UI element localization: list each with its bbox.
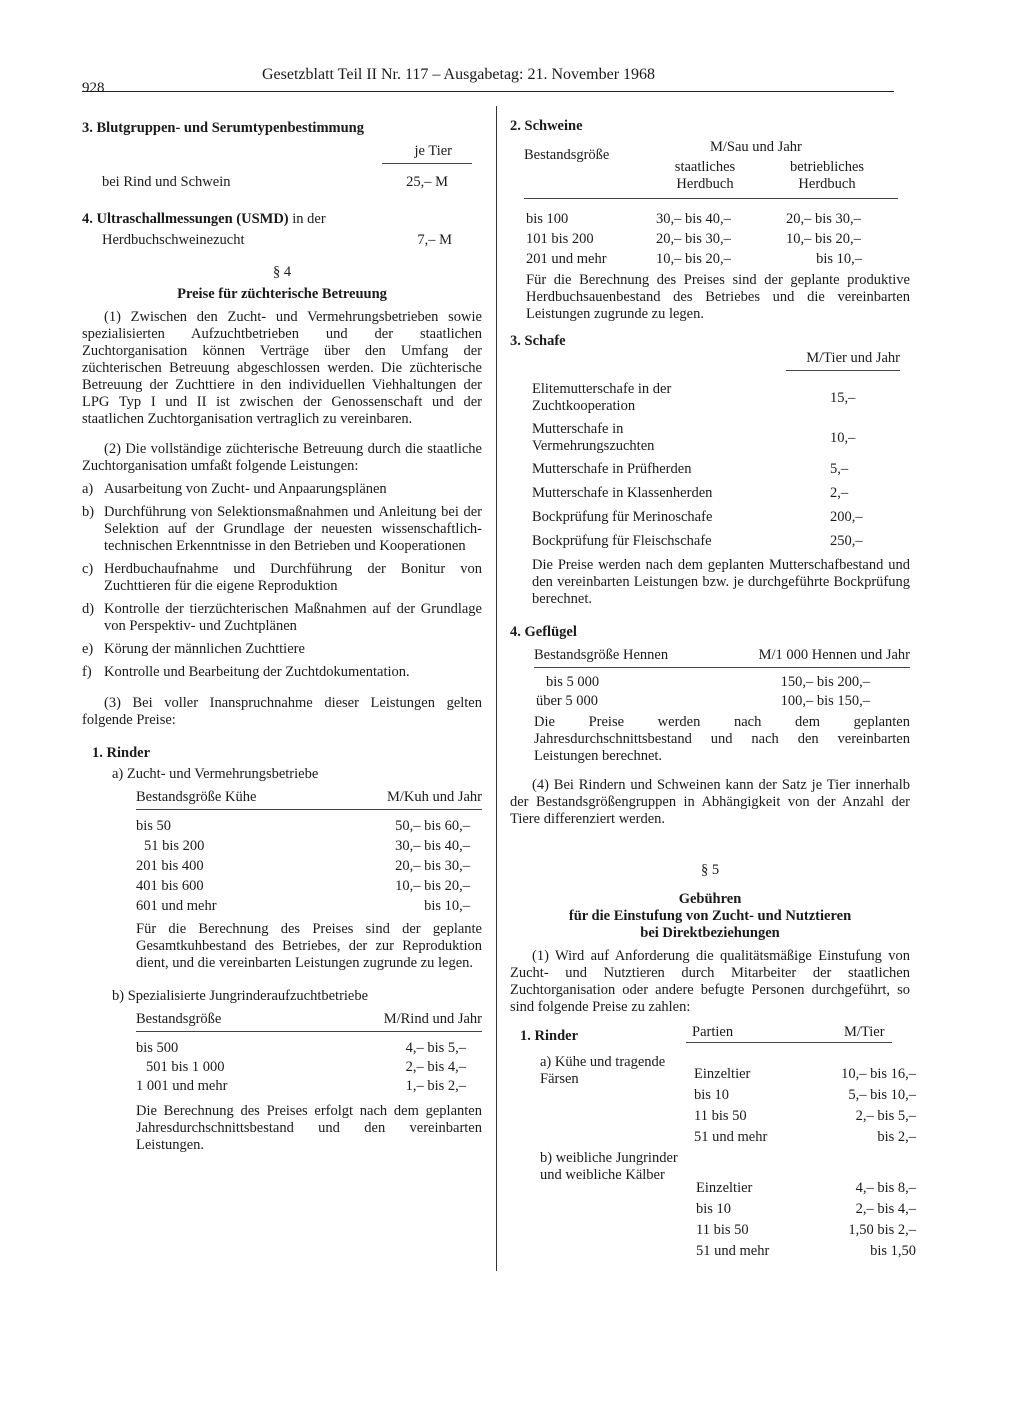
cell: bis 1,50	[870, 1243, 916, 1259]
cell: bis 10	[696, 1201, 732, 1217]
gefluegel-table	[510, 647, 910, 765]
cell: 30,– bis 40,–	[656, 211, 731, 227]
right-column	[510, 118, 916, 1284]
col-header: Partien	[692, 1024, 734, 1040]
cell: 51 bis 200	[144, 838, 205, 854]
rinder-fee-table	[510, 1024, 916, 1284]
cell: 501 bis 1 000	[146, 1059, 225, 1075]
cell: bis 10,–	[816, 251, 862, 267]
col-group-header: M/Sau und Jahr	[710, 139, 802, 155]
section-3-row	[82, 174, 482, 191]
table-body	[136, 818, 482, 915]
paragraph-4-title: Preise für züchterische Betreuung	[177, 286, 387, 302]
table-row	[534, 693, 910, 710]
page-number: 928	[82, 80, 105, 96]
table-row	[136, 1078, 482, 1095]
cell: 201 bis 400	[136, 858, 204, 874]
cell: 201 und mehr	[526, 251, 607, 267]
cell: 10,– bis 16,–	[841, 1066, 916, 1082]
table-body	[136, 1040, 482, 1095]
item-text: Durchführung von Selektionsmaßnahmen und Anleitung bei der Selektion auf der Grundlage der neuesten wissenschaftlich-technischen Erkenntnisse in den Betrieben und Kooperationen	[104, 504, 482, 554]
table-row	[534, 674, 910, 691]
section-3-unit: je Tier	[414, 143, 452, 159]
col-header: Bestandsgröße	[136, 1011, 222, 1027]
item-label: f)	[82, 664, 92, 680]
cell: bis 500	[136, 1040, 179, 1056]
item-label: d)	[82, 601, 95, 617]
list-item	[82, 561, 482, 595]
table-row	[696, 1222, 916, 1239]
cell: bis 5 000	[546, 674, 600, 690]
paragraph-4: (4) Bei Rindern und Schweinen kann der Satz je Tier innerhalb der Bestandsgrößengruppen in Abhängigkeit von der Anzahl der Tiere differenziert werden.	[510, 777, 910, 827]
cell: 1,– bis 2,–	[405, 1078, 466, 1094]
table-row	[136, 858, 482, 875]
col-header: Bestandsgröße	[524, 147, 610, 163]
schweine-table-body	[510, 211, 910, 268]
col-header: M/1 000 Hennen und Jahr	[758, 647, 910, 663]
cell: Mutterschafe in Prüfherden	[532, 461, 692, 477]
cell: 150,– bis 200,–	[780, 674, 870, 690]
page-header: Gesetzblatt Teil II Nr. 117 – Ausgabetag: 21. November 1968	[262, 66, 656, 83]
col-header: M/Tier	[844, 1024, 885, 1040]
paragraph-2: (2) Die vollständige züchterische Betreuung durch die staatliche Zuchtorganisation umfaßt folgende Leistungen:	[82, 441, 482, 474]
cell: 601 und mehr	[136, 898, 217, 914]
rinder-fee-title: 1. Rinder	[520, 1028, 578, 1044]
paragraph-5-1: (1) Wird auf Anforderung die qualitätsmäßige Einstufung von Zucht- und Nutztieren durch Mitarbeiter der staatlichen Zuchtorganisation oder andere befugte Personen durchgeführt, so sind folgende Preise zu zahlen:	[510, 948, 910, 1015]
item-text: Kontrolle der tierzüchterischen Maßnahmen auf der Grundlage von Perspektiv- und Zuchtplänen	[104, 601, 482, 634]
item-text: Kontrolle und Bearbeitung der Zuchtdokumentation.	[104, 664, 410, 680]
cell: bis 2,–	[877, 1129, 916, 1145]
table-header	[136, 789, 482, 806]
cell: 2,–	[830, 485, 849, 501]
cell: 4,– bis 5,–	[405, 1040, 466, 1056]
row-value: 7,– M	[417, 232, 452, 248]
paragraph-5-title-2: für die Einstufung von Zucht- und Nutztieren	[568, 908, 852, 924]
row-value: 25,– M	[406, 174, 448, 190]
col-header: Bestandsgröße Kühe	[136, 789, 257, 805]
rule	[524, 198, 898, 199]
cell: 4,– bis 8,–	[855, 1180, 916, 1196]
cell: Mutterschafe in Klassenherden	[532, 485, 713, 501]
services-list	[82, 481, 482, 681]
list-item	[82, 664, 482, 681]
cell: bis 100	[526, 211, 569, 227]
table-row	[532, 461, 910, 478]
group-b-rows	[696, 1180, 916, 1264]
paragraph-5-title-3: bei Direktbeziehungen	[640, 925, 780, 941]
cell: 10,– bis 20,–	[786, 231, 861, 247]
col-header: M/Rind und Jahr	[383, 1011, 482, 1027]
paragraph-5-sign: § 5	[700, 862, 720, 878]
title-bold: 4. Ultraschallmessungen (USMD)	[82, 211, 289, 227]
section-3-title: 3. Blutgruppen- und Serumtypenbestimmung	[82, 120, 364, 136]
header-rule	[82, 91, 894, 92]
rinder-title: 1. Rinder	[92, 745, 150, 761]
rule	[382, 163, 472, 164]
cell: 20,– bis 30,–	[395, 858, 470, 874]
table-row	[694, 1129, 916, 1146]
table-row	[694, 1087, 916, 1104]
gefluegel-title: 4. Geflügel	[510, 624, 577, 640]
table-row	[532, 421, 910, 455]
row-label: bei Rind und Schwein	[102, 174, 231, 190]
cell: bis 10,–	[424, 898, 470, 914]
item-label: b)	[82, 504, 95, 520]
schweine-note: Für die Berechnung des Preises sind der geplante produktive Herdbuchsauenbestand des Betriebes und die vereinbarten Leistungen zugrunde zu legen.	[526, 272, 910, 322]
cell: 401 bis 600	[136, 878, 204, 894]
cell: 2,– bis 5,–	[855, 1108, 916, 1124]
table-row	[136, 1059, 482, 1076]
cell: 20,– bis 30,–	[656, 231, 731, 247]
cell: 1,50 bis 2,–	[848, 1222, 916, 1238]
item-text: Herdbuchaufnahme und Durchführung der Bonitur von Zuchttieren für die eigene Reproduktion	[104, 561, 482, 594]
table-row	[694, 1066, 916, 1083]
table-row	[136, 898, 482, 915]
col-header: Bestandsgröße Hennen	[534, 647, 669, 663]
subsection-a-table	[82, 789, 482, 972]
schafe-table	[510, 381, 910, 608]
cell: Bockprüfung für Merinoschafe	[532, 509, 713, 525]
cell: 51 und mehr	[696, 1243, 770, 1259]
cell: 11 bis 50	[696, 1222, 749, 1238]
cell: bis 10	[694, 1087, 730, 1103]
table-row	[532, 381, 910, 415]
table-header	[534, 647, 910, 664]
cell: 50,– bis 60,–	[395, 818, 470, 834]
item-label: e)	[82, 641, 94, 657]
item-text: Körung der männlichen Zuchttiere	[104, 641, 305, 657]
schweine-table-header	[510, 139, 910, 195]
col-header: staatliches Herdbuch	[674, 159, 736, 192]
subsection-b-title: b) Spezialisierte Jungrinderaufzuchtbetriebe	[112, 988, 369, 1004]
table-header	[136, 1011, 482, 1028]
subsection-a-title: a) Zucht- und Vermehrungsbetriebe	[112, 766, 319, 782]
schafe-title: 3. Schafe	[510, 333, 566, 349]
title-rest: in der	[288, 211, 326, 227]
group-label: a) Kühe und tragende Färsen	[540, 1054, 666, 1087]
cell: 10,– bis 20,–	[395, 878, 470, 894]
paragraph-5-title-1: Gebühren	[678, 891, 742, 907]
table-row	[136, 878, 482, 895]
paragraph-1: (1) Zwischen den Zucht- und Vermehrungsbetrieben sowie spezialisierten Aufzuchtbetrieben und der staatlichen Zuchtorganisation können Verträge über den Umfang der züchterischen Betreuung abgeschlossen werden. Die züchterische Betreuung der Zuchttiere in den individuellen Viehhaltungen der LPG Typ I und II ist zwischen der Genossenschaft und der staatlichen Zuchtorganisation vertraglich zu vereinbaren.	[82, 309, 482, 427]
table-row	[136, 1040, 482, 1057]
cell: bis 50	[136, 818, 172, 834]
row-label: Herdbuchschweinezucht	[102, 232, 245, 248]
list-item	[82, 504, 482, 555]
table-row	[136, 838, 482, 855]
table-row	[532, 533, 910, 550]
table-grid	[526, 211, 910, 268]
table-row	[696, 1201, 916, 1218]
schafe-unit: M/Tier und Jahr	[806, 350, 900, 366]
cell: 2,– bis 4,–	[405, 1059, 466, 1075]
list-item	[82, 641, 482, 658]
col-header: betriebliches Herdbuch	[789, 159, 865, 192]
schafe-note: Die Preise werden nach dem geplanten Mutterschafbestand und den vereinbarten Leistungen bzw. je durchgeführte Bockprüfung berechnet.	[532, 557, 910, 607]
cell: 11 bis 50	[694, 1108, 747, 1124]
paragraph-4-sign: § 4	[272, 264, 292, 280]
item-label: c)	[82, 561, 94, 577]
cell: Einzeltier	[694, 1066, 751, 1082]
cell: 20,– bis 30,–	[786, 211, 861, 227]
cell: 101 bis 200	[526, 231, 594, 247]
col-header: M/Kuh und Jahr	[386, 789, 482, 805]
table-row	[532, 485, 910, 502]
group-a-rows	[694, 1066, 916, 1150]
cell: 200,–	[830, 509, 863, 525]
list-item	[82, 481, 482, 498]
cell: 2,– bis 4,–	[855, 1201, 916, 1217]
table-row	[136, 818, 482, 835]
subsection-a-note: Für die Berechnung des Preises sind der geplante Gesamtkuhbestand des Betriebes, der zur Reproduktion dient, und die vereinbarten Leistungen zugrunde zu legen.	[136, 921, 482, 971]
group-label: b) weibliche Jungrinder und weibliche Kälber	[540, 1150, 678, 1183]
table-row	[532, 509, 910, 526]
rule	[534, 667, 910, 668]
cell: 15,–	[830, 389, 856, 406]
schweine-title: 2. Schweine	[510, 118, 583, 134]
rule	[786, 370, 900, 371]
cell: 10,– bis 20,–	[656, 251, 731, 267]
section-4-row	[82, 232, 482, 249]
table-row	[694, 1108, 916, 1125]
gefluegel-note: Die Preise werden nach dem geplanten Jahresdurchschnittsbestand und nach den vereinbarten Leistungen berechnet.	[534, 714, 910, 764]
cell: 10,–	[830, 429, 856, 446]
rule	[686, 1042, 892, 1043]
cell: 5,–	[830, 461, 849, 477]
cell: 250,–	[830, 533, 863, 549]
paragraph-3: (3) Bei voller Inanspruchnahme dieser Leistungen gelten folgende Preise:	[82, 695, 482, 728]
item-label: a)	[82, 481, 94, 497]
cell: 100,– bis 150,–	[780, 693, 870, 709]
cell: über 5 000	[536, 693, 599, 709]
subsection-b-table	[82, 1011, 482, 1154]
cell: 5,– bis 10,–	[848, 1087, 916, 1103]
rule	[136, 1031, 482, 1032]
table-row	[696, 1243, 916, 1260]
subsection-b-note: Die Berechnung des Preises erfolgt nach dem geplanten Jahresdurchschnittsbestand und den vereinbarten Leistungen.	[136, 1103, 482, 1153]
section-4-title	[82, 211, 482, 228]
cell: Bockprüfung für Fleischschafe	[532, 533, 712, 549]
cell: Elitemutterschafe in der Zuchtkooperation	[532, 381, 672, 414]
table-row	[696, 1180, 916, 1197]
cell: Mutterschafe in Vermehrungszuchten	[532, 421, 655, 454]
item-text: Ausarbeitung von Zucht- und Anpaarungsplänen	[104, 481, 387, 497]
list-item	[82, 601, 482, 635]
cell: 1 001 und mehr	[136, 1078, 228, 1094]
rule	[136, 809, 482, 810]
cell: 30,– bis 40,–	[395, 838, 470, 854]
cell: 51 und mehr	[694, 1129, 768, 1145]
column-divider	[496, 106, 497, 1271]
left-column	[82, 120, 482, 1154]
cell: Einzeltier	[696, 1180, 753, 1196]
